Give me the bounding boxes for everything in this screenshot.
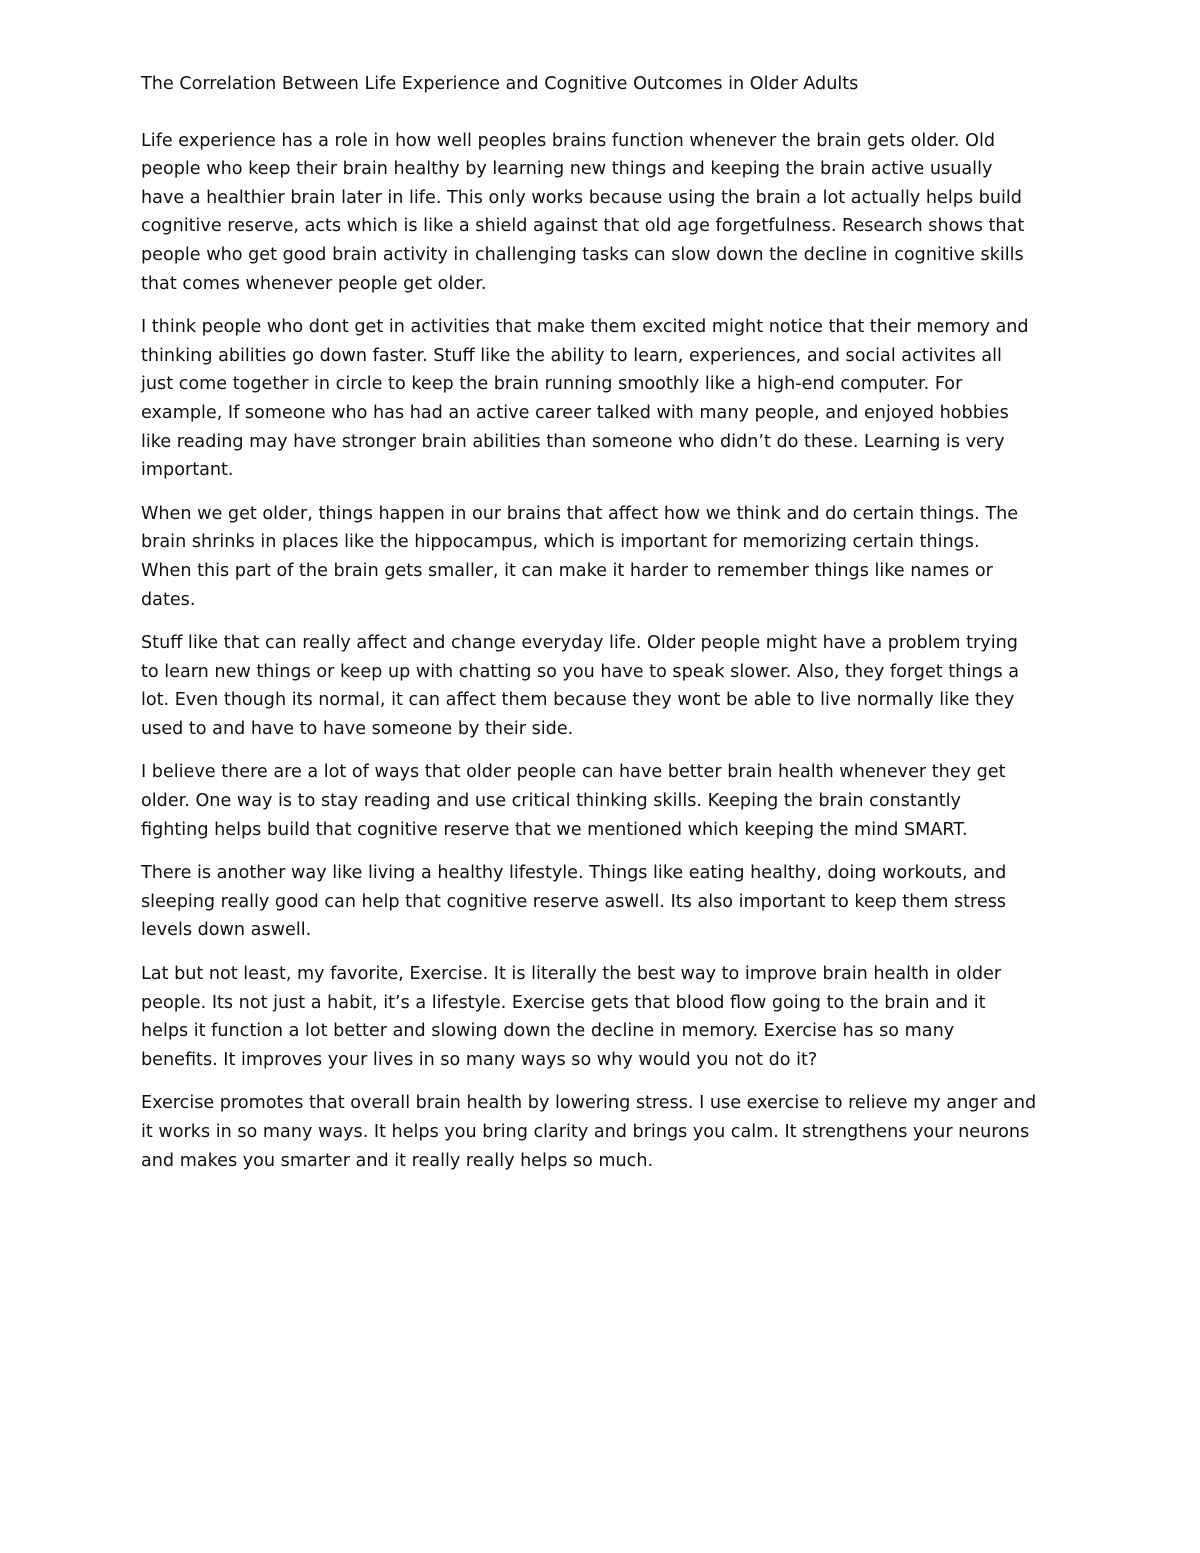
paragraph — [141, 758, 1066, 844]
paragraph-line: important. — [141, 460, 234, 481]
paragraph-line: sleeping really good can help that cognitive reserve aswell. Its also important to keep them stress — [141, 891, 1007, 912]
paragraph-line: helps it function a lot better and slowing down the decline in memory. Exercise has so many — [141, 1021, 955, 1042]
paragraph-line: people who keep their brain healthy by learning new things and keeping the brain active usually — [141, 159, 993, 180]
paragraph — [141, 629, 1066, 743]
paragraph-line: levels down aswell. — [141, 920, 312, 941]
paragraph-line: There is another way like living a healthy lifestyle. Things like eating healthy, doing workouts, and — [141, 863, 1007, 884]
paragraph-line: benefits. It improves your lives in so many ways so why would you not do it? — [141, 1049, 818, 1070]
paragraph-line: When we get older, things happen in our brains that affect how we think and do certain things. The — [141, 503, 1019, 524]
paragraph-line: like reading may have stronger brain abilities than someone who didn’t do these. Learning is very — [141, 431, 1005, 452]
paragraph-line: just come together in circle to keep the brain running smoothly like a high-end computer. For — [141, 374, 963, 395]
paragraph-line: and makes you smarter and it really really helps so much. — [141, 1150, 654, 1171]
paragraph — [141, 313, 1066, 485]
paragraph-line: When this part of the brain gets smaller, it can make it harder to remember things like names or — [141, 560, 993, 581]
paragraph-line: used to and have to have someone by their side. — [141, 718, 574, 739]
paragraph-line: dates. — [141, 589, 196, 610]
paragraph-line: it works in so many ways. It helps you bring clarity and brings you calm. It strengthens your neurons — [141, 1122, 1030, 1142]
paragraph — [141, 127, 1066, 299]
paragraph-line: Lat but not least, my favorite, Exercise. It is literally the best way to improve brain health in older — [141, 964, 1002, 985]
paragraph — [141, 859, 1066, 945]
paragraph-line: thinking abilities go down faster. Stuff like the ability to learn, experiences, and social activites all — [141, 345, 1002, 366]
document-body — [141, 70, 1066, 1190]
paragraph-line: people who get good brain activity in challenging tasks can slow down the decline in cognitive skills — [141, 244, 1024, 265]
paragraph-line: I think people who dont get in activities that make them excited might notice that their memory and — [141, 317, 1029, 338]
paragraph — [141, 960, 1066, 1074]
paragraph-line: to learn new things or keep up with chatting so you have to speak slower. Also, they forget things a — [141, 661, 1020, 682]
paragraph-line: people. Its not just a habit, it’s a lifestyle. Exercise gets that blood flow going to the brain and it — [141, 992, 986, 1013]
document-title: The Correlation Between Life Experience and Cognitive Outcomes in Older Adults — [141, 74, 859, 94]
paragraph-list — [141, 127, 1066, 1176]
paragraph-line: lot. Even though its normal, it can affect them because they wont be able to live normally like they — [141, 690, 1015, 711]
paragraph-line: cognitive reserve, acts which is like a shield against that old age forgetfulness. Research shows that — [141, 216, 1025, 237]
paragraph-line: example, If someone who has had an active career talked with many people, and enjoyed hobbies — [141, 402, 1009, 423]
paragraph-line: Exercise promotes that overall brain health by lowering stress. I use exercise to relieve my anger and — [141, 1093, 1037, 1114]
paragraph-line: Stuff like that can really affect and change everyday life. Older people might have a problem trying — [141, 633, 1018, 654]
paragraph-line: fighting helps build that cognitive reserve that we mentioned which keeping the mind SMART. — [141, 819, 968, 840]
paragraph — [141, 500, 1066, 614]
paragraph-line: I believe there are a lot of ways that older people can have better brain health whenever they get — [141, 762, 1006, 783]
paragraph-line: Life experience has a role in how well peoples brains function whenever the brain gets older. Old — [141, 130, 996, 151]
paragraph-line: that comes whenever people get older. — [141, 273, 487, 294]
paragraph-line: older. One way is to stay reading and use critical thinking skills. Keeping the brain constantly — [141, 791, 961, 812]
paragraph-line: have a healthier brain later in life. This only works because using the brain a lot actually helps build — [141, 187, 1022, 208]
paragraph — [141, 1089, 1066, 1175]
paragraph-line: brain shrinks in places like the hippocampus, which is important for memorizing certain things. — [141, 532, 980, 553]
